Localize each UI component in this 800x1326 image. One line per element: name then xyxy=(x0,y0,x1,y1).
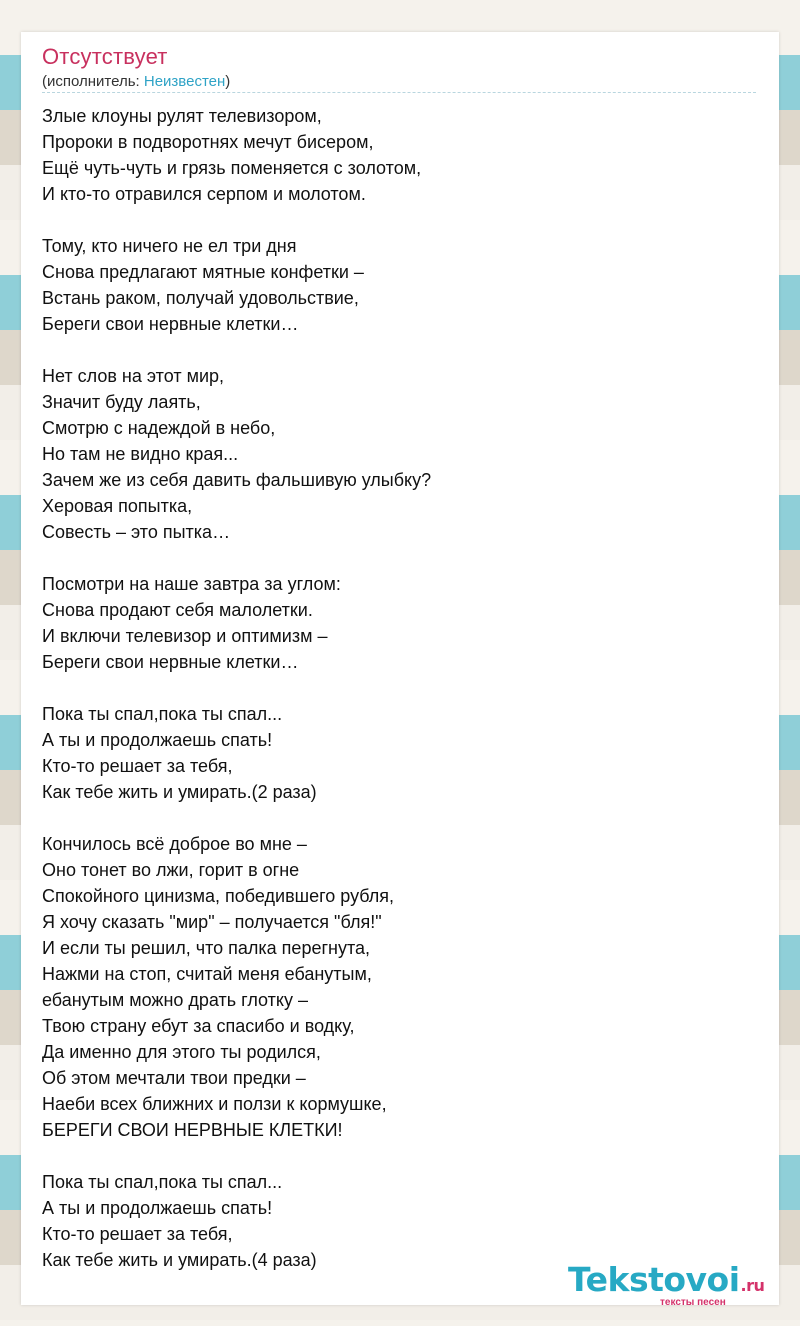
lyrics-line: Нет слов на этот мир, xyxy=(42,366,225,386)
lyrics-blank-line xyxy=(42,675,762,701)
lyrics-line: Пророки в подворотнях мечут бисером, xyxy=(42,132,374,152)
lyrics-line: И если ты решил, что палка перегнута, xyxy=(42,938,371,958)
lyrics-line: И кто-то отравился серпом и молотом. xyxy=(42,184,366,204)
logo-name: Tekstovoi xyxy=(568,1260,740,1299)
site-logo[interactable] xyxy=(568,1260,788,1310)
lyrics-line: Пока ты спал,пока ты спал... xyxy=(42,704,283,724)
lyrics-text xyxy=(42,103,762,1273)
lyrics-line: Нажми на стоп, считай меня ебанутым, xyxy=(42,964,372,984)
lyrics-line: Злые клоуны рулят телевизором, xyxy=(42,106,322,126)
title-divider xyxy=(42,92,756,93)
lyrics-line: Значит буду лаять, xyxy=(42,392,201,412)
lyrics-line: Встань раком, получай удовольствие, xyxy=(42,288,359,308)
lyrics-line: Посмотри на наше завтра за углом: xyxy=(42,574,341,594)
lyrics-line: Как тебе жить и умирать.(4 раза) xyxy=(42,1250,317,1270)
lyrics-line: И включи телевизор и оптимизм – xyxy=(42,626,328,646)
lyrics-line: Смотрю с надеждой в небо, xyxy=(42,418,276,438)
lyrics-blank-line xyxy=(42,207,762,233)
lyrics-blank-line xyxy=(42,545,762,571)
lyrics-line: Ещё чуть-чуть и грязь поменяется с золотом, xyxy=(42,158,422,178)
artist-link[interactable]: Неизвестен xyxy=(143,73,226,90)
lyrics-line: Кто-то решает за тебя, xyxy=(42,1224,233,1244)
lyrics-line: БЕРЕГИ СВОИ НЕРВНЫЕ КЛЕТКИ! xyxy=(42,1120,343,1140)
lyrics-line: А ты и продолжаешь спать! xyxy=(42,730,273,750)
lyrics-line: Кончилось всё доброе во мне – xyxy=(42,834,307,854)
lyrics-line: Твою страну ебут за спасибо и водку, xyxy=(42,1016,355,1036)
lyrics-line: Кто-то решает за тебя, xyxy=(42,756,233,776)
lyrics-line: ебанутым можно драть глотку – xyxy=(42,990,308,1010)
artist-prefix: (исполнитель: xyxy=(42,73,144,90)
lyrics-blank-line xyxy=(42,1143,762,1169)
lyrics-line: Наеби всех ближних и ползи к кормушке, xyxy=(42,1094,387,1114)
lyrics-line: Береги свои нервные клетки… xyxy=(42,314,299,334)
logo-tagline: тексты песен xyxy=(660,1297,726,1308)
lyrics-line: Тому, кто ничего не ел три дня xyxy=(42,236,297,256)
lyrics-line: Херовая попытка, xyxy=(42,496,193,516)
lyrics-line: Об этом мечтали твои предки – xyxy=(42,1068,306,1088)
lyrics-line: Спокойного цинизма, победившего рубля, xyxy=(42,886,395,906)
logo-tld: .ru xyxy=(740,1276,765,1295)
artist-suffix: ) xyxy=(225,73,231,90)
lyrics-line: Оно тонет во лжи, горит в огне xyxy=(42,860,300,880)
lyrics-line: Снова продают себя малолетки. xyxy=(42,600,313,620)
logo-wordmark xyxy=(568,1260,764,1299)
lyrics-blank-line xyxy=(42,337,762,363)
lyrics-card xyxy=(21,32,779,1308)
lyrics-line: Совесть – это пытка… xyxy=(42,522,231,542)
song-title: Отсутствует xyxy=(42,44,168,69)
lyrics-line: Пока ты спал,пока ты спал... xyxy=(42,1172,283,1192)
lyrics-line: Зачем же из себя давить фальшивую улыбку? xyxy=(42,470,432,490)
lyrics-line: Да именно для этого ты родился, xyxy=(42,1042,321,1062)
lyrics-line: Как тебе жить и умирать.(2 раза) xyxy=(42,782,317,802)
lyrics-line: Но там не видно края... xyxy=(42,444,239,464)
song-artist-line xyxy=(42,73,230,90)
lyrics-line: Я хочу сказать "мир" – получается "бля!" xyxy=(42,912,382,932)
lyrics-line: Береги свои нервные клетки… xyxy=(42,652,299,672)
lyrics-line: Снова предлагают мятные конфетки – xyxy=(42,262,364,282)
lyrics-line: А ты и продолжаешь спать! xyxy=(42,1198,273,1218)
lyrics-blank-line xyxy=(42,805,762,831)
